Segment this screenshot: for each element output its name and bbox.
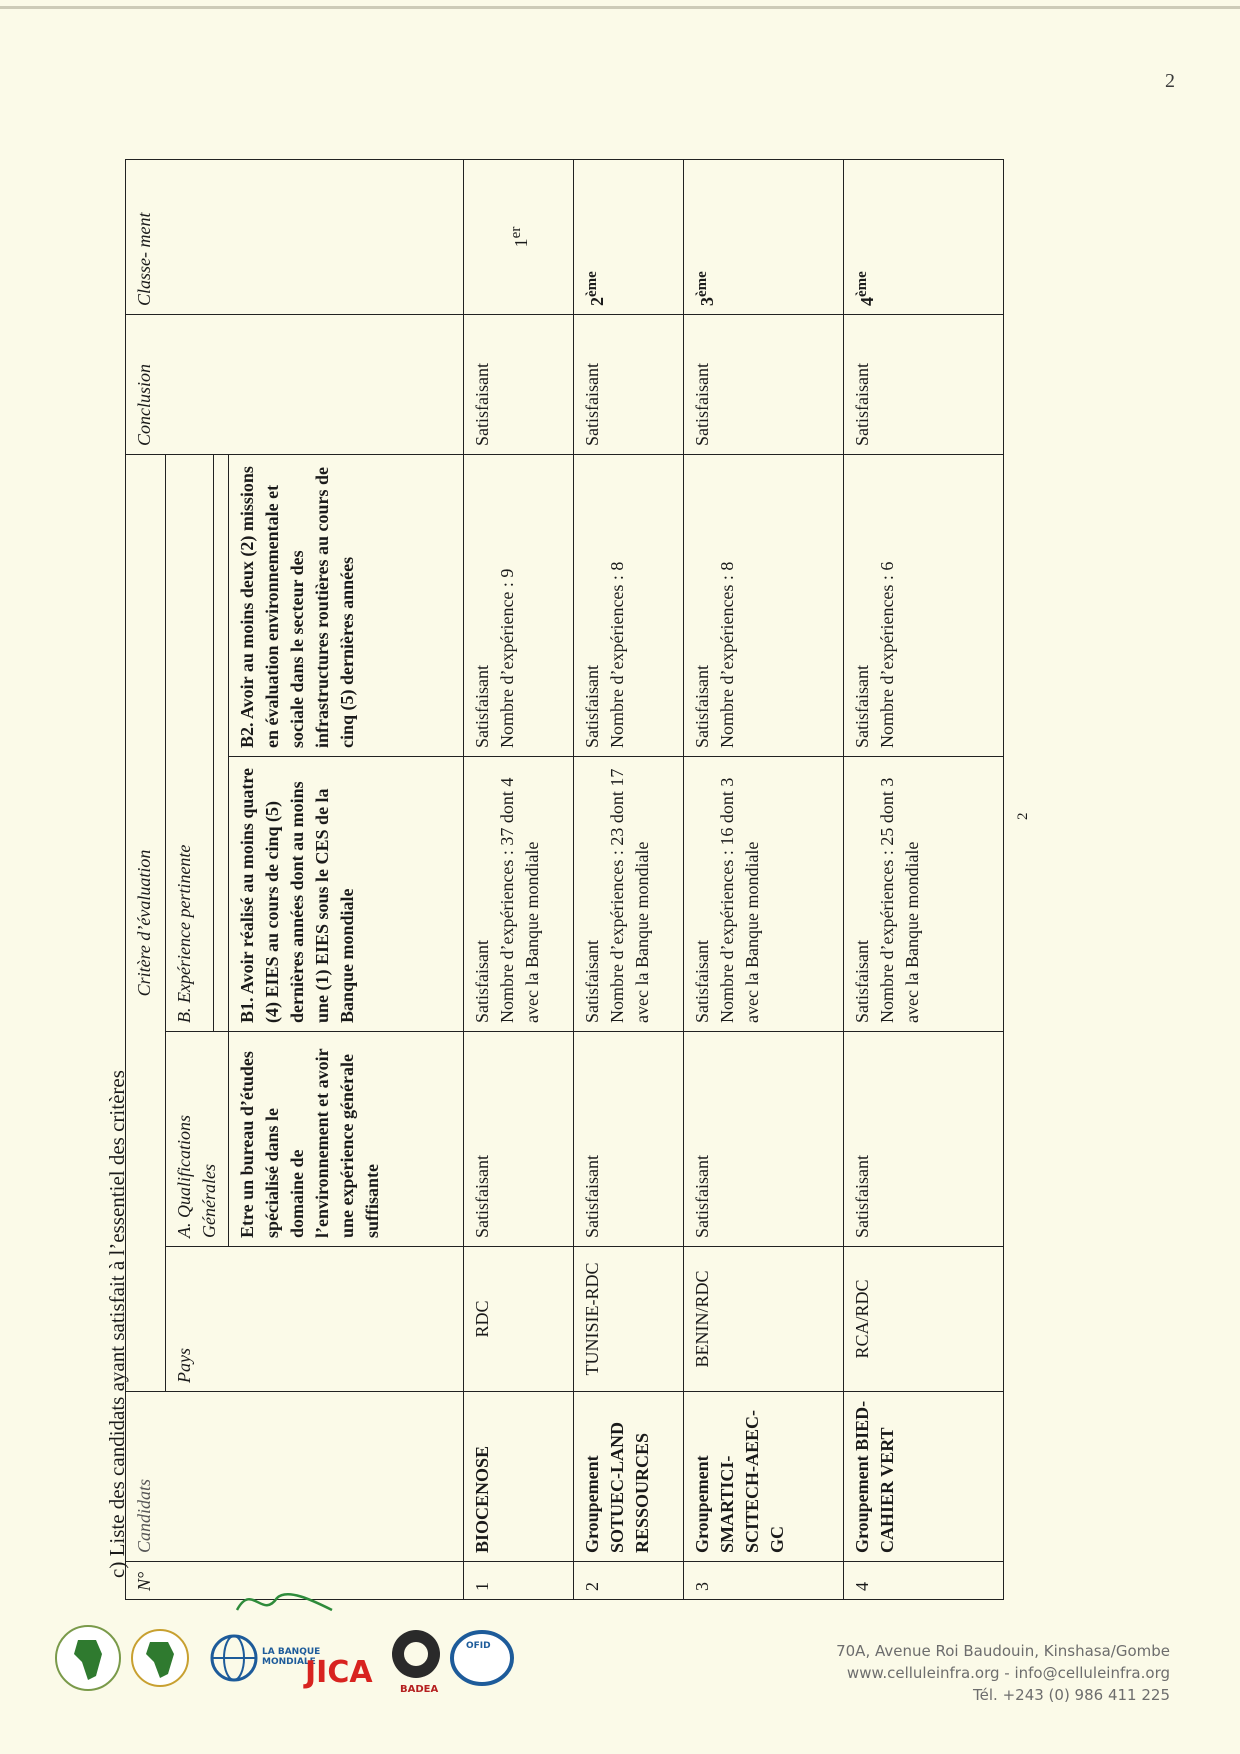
row-rank [574,160,684,315]
criterion-b1: B1. Avoir réalisé au moins quatre (4) EIES au cours de cinq (5) dernières années dont au moins une (1) EIES sous le CES de la Banque mondiale [229,757,464,1032]
table-row [464,160,574,1600]
row-criterion-a: Satisfaisant [464,1032,574,1247]
criterion-a: Etre un bureau d’études spécialisé dans le domaine de l’environnement et avoir une expérience générale suffisante [229,1032,464,1247]
ofid-logo-icon [452,1632,512,1684]
row-conclusion: Satisfaisant [464,315,574,455]
badea-logo-icon [392,1630,440,1695]
b2-status: Satisfaisant [582,665,602,748]
row-criterion-b1 [574,757,684,1032]
row-criterion-b2 [464,455,574,757]
b1-status: Satisfaisant [472,940,492,1023]
b1-detail: Nombre d’expériences : 23 dont 17 avec la Banque mondiale [607,768,652,1023]
regional-logo-icon [132,1630,188,1686]
row-no: 2 [574,1562,684,1600]
svg-text:OFID: OFID [466,1641,491,1651]
signature-icon [232,1580,342,1620]
header-pays: Pays [166,1247,464,1392]
page-corner-mark: 2 [1165,70,1175,92]
b2-detail: Nombre d’expériences : 6 [877,561,897,748]
table-row [574,160,684,1600]
b2-status: Satisfaisant [472,665,492,748]
b2-status: Satisfaisant [852,665,872,748]
header-classement: Classe- ment [126,160,464,315]
row-criterion-a: Satisfaisant [684,1032,844,1247]
row-pays: RCA/RDC [844,1247,1004,1392]
row-rank [844,160,1004,315]
row-pays: TUNISIE-RDC [574,1247,684,1392]
header-spacer [213,455,228,1032]
criterion-b2: B2. Avoir au moins deux (2) missions en évaluation environnementale et sociale dans le secteur des infrastructures routières au cours de cinq (5) dernières années [229,455,464,757]
row-conclusion: Satisfaisant [684,315,844,455]
header-row [126,160,166,1600]
world-bank-globe-icon [212,1636,256,1680]
page-number: 2 [1015,812,1031,820]
row-criterion-a: Satisfaisant [574,1032,684,1247]
svg-text:BADEA: BADEA [400,1684,439,1695]
scan-edge [0,6,1240,9]
b1-detail: Nombre d’expériences : 25 dont 3 avec la Banque mondiale [877,777,922,1023]
row-no: 3 [684,1562,844,1600]
row-pays: RDC [464,1247,574,1392]
row-criterion-b2 [684,455,844,757]
rank-value: 3 [697,297,717,306]
rank-suffix: er [507,226,524,239]
b2-status: Satisfaisant [692,665,712,748]
row-criterion-b1 [464,757,574,1032]
b2-detail: Nombre d’expériences : 8 [717,561,737,748]
footer-tel: Tél. +243 (0) 986 411 225 [973,1686,1170,1704]
row-conclusion: Satisfaisant [844,315,1004,455]
b1-status: Satisfaisant [692,940,712,1023]
b1-status: Satisfaisant [852,940,872,1023]
rotated-content [85,160,1055,1600]
rank-value: 1 [510,238,531,248]
row-no: 1 [464,1562,574,1600]
table-row [844,160,1004,1600]
row-conclusion: Satisfaisant [574,315,684,455]
rank-suffix: ème [854,271,870,297]
header-conclusion: Conclusion [126,315,464,455]
table-row [684,160,844,1600]
svg-text:MONDIALE: MONDIALE [262,1657,316,1667]
african-union-logo-icon [56,1626,120,1690]
row-criterion-a: Satisfaisant [844,1032,1004,1247]
row-rank [684,160,844,315]
row-no: 4 [844,1562,1004,1600]
footer-address: 70A, Avenue Roi Baudouin, Kinshasa/Gombe [836,1642,1170,1660]
rank-suffix: ème [694,271,710,297]
row-candidate-name: Groupement SMARTICI-SCITECH-AEEC-GC [684,1392,844,1562]
world-bank-label: LA BANQUE [262,1647,321,1657]
b2-detail: Nombre d’expériences : 8 [607,561,627,748]
footer-contact [836,1640,1170,1706]
header-experience: B. Expérience pertinente [166,455,214,1032]
row-criterion-b1 [684,757,844,1032]
candidates-table [125,159,1004,1600]
rank-suffix: ème [584,271,600,297]
b1-detail: Nombre d’expériences : 16 dont 3 avec la Banque mondiale [717,777,762,1023]
footer-web[interactable]: www.celluleinfra.org - info@celluleinfra.org [846,1664,1170,1682]
header-critere: Critère d’évaluation [126,455,166,1392]
jica-logo: JICA [305,1655,373,1690]
header-candidats: Candidats [126,1392,464,1562]
table-caption: c) Liste des candidats ayant satisfait à l’essentiel des critères [105,1070,129,1578]
row-candidate-name: Groupement SOTUEC-LAND RESSOURCES [574,1392,684,1562]
header-no: N° [126,1562,464,1600]
rank-value: 4 [857,297,877,306]
row-criterion-b2 [574,455,684,757]
row-candidate-name: Groupement BIED-CAHIER VERT [844,1392,1004,1562]
b2-detail: Nombre d’expérience : 9 [497,568,517,748]
row-rank [464,160,574,315]
rank-value: 2 [587,297,607,306]
row-pays: BENIN/RDC [684,1247,844,1392]
header-qualifications: A. Qualifications Générales [166,1032,229,1247]
row-candidate-name: BIOCENOSE [464,1392,574,1562]
b1-status: Satisfaisant [582,940,602,1023]
partner-logos [50,1618,520,1698]
b1-detail: Nombre d’expériences : 37 dont 4 avec la Banque mondiale [497,777,542,1023]
row-criterion-b1 [844,757,1004,1032]
row-criterion-b2 [844,455,1004,757]
